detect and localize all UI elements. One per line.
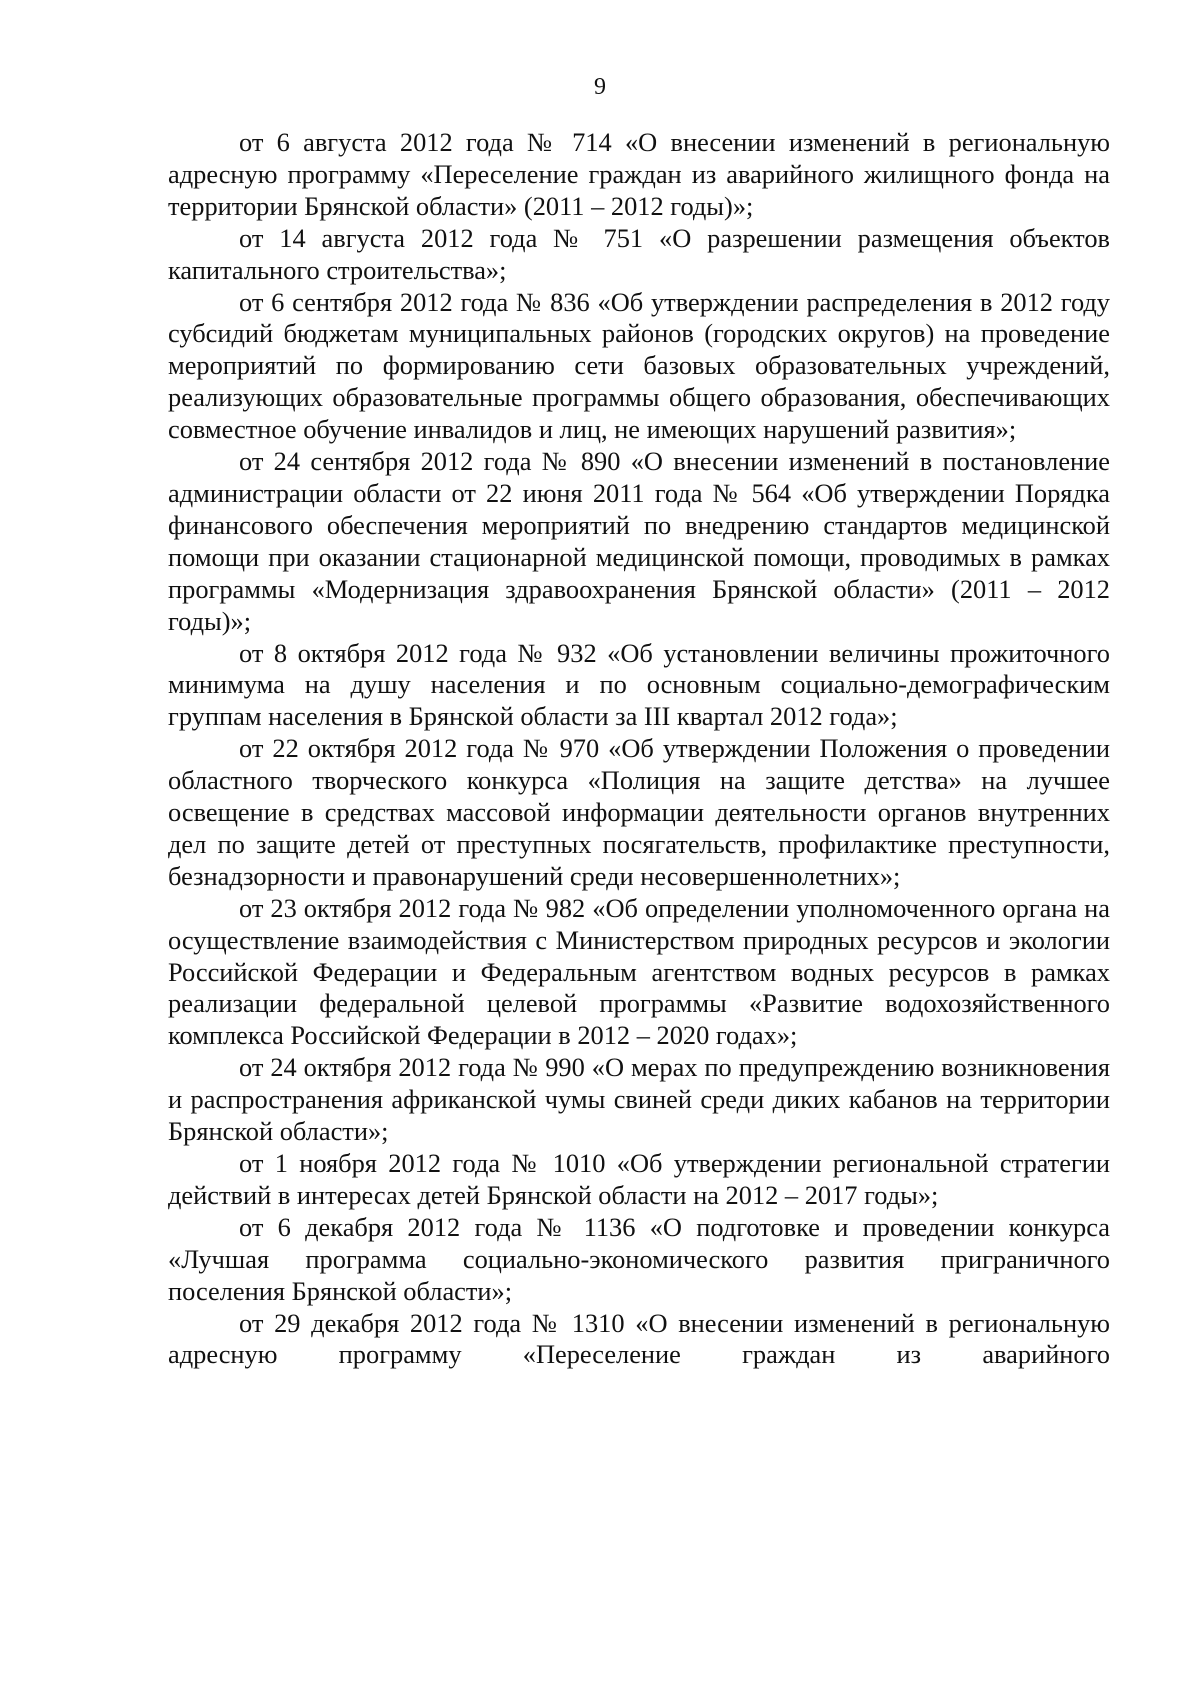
list-item: от 6 августа 2012 года № 714 «О внесении изменений в региональную адресную программу «Переселение граждан из аварийного жилищного фонда на территории Брянской области» (2011 – 2012 годы)»; (168, 127, 1110, 221)
list-item: от 6 сентября 2012 года № 836 «Об утверждении распределения в 2012 году субсидий бюджетам муниципальных районов (городских округов) на проведение мероприятий по формированию сети базовых образовательных учреждений, реализующих образовательные программы общего образования, обеспечивающих совместное обучение инвалидов и лиц, не имеющих нарушений развития»; (168, 286, 1110, 445)
page-number: 9 (594, 74, 606, 100)
list-item: от 24 октября 2012 года № 990 «О мерах по предупреждению возникновения и распространения африканской чумы свиней среди диких кабанов на территории Брянской области»; (168, 1052, 1110, 1147)
list-item: от 1 ноября 2012 года № 1010 «Об утверждении региональной стратегии действий в интересах детей Брянской области на 2012 – 2017 годы»; (168, 1148, 1110, 1210)
list-item: от 14 августа 2012 года № 751 «О разрешении размещения объектов капитального строительства»; (168, 222, 1110, 285)
list-item: от 8 октября 2012 года № 932 «Об установлении величины прожиточного минимума на душу населения и по основным социально-демографическим группам населения в Брянской области за III квартал 2012 года»; (168, 637, 1110, 732)
list-item: от 23 октября 2012 года № 982 «Об определении уполномоченного органа на осуществление взаимодействия с Министерством природных ресурсов и экологии Российской Федерации и Федеральным агентством водных ресурсов в рамках реализации федеральной целевой программы «Развитие водохозяйственного комплекса Российской Федерации в 2012 – 2020 годах»; (168, 892, 1110, 1051)
list-item: от 6 декабря 2012 года № 1136 «О подготовке и проведении конкурса «Лучшая программа социально-экономического развития приграничного поселения Брянской области»; (168, 1211, 1110, 1306)
list-item: от 24 сентября 2012 года № 890 «О внесении изменений в постановление администрации области от 22 июня 2011 года № 564 «Об утверждении Порядка финансового обеспечения мероприятий по внедрению стандартов медицинской помощи при оказании стационарной медицинской помощи, проводимых в рамках программы «Модернизация здравоохранения Брянской области» (2011 – 2012 годы)»; (168, 446, 1110, 636)
list-item: от 29 декабря 2012 года № 1310 «О внесении изменений в региональную адресную программу «Переселение граждан из аварийного (168, 1307, 1110, 1370)
document-body (168, 127, 1110, 1371)
list-item: от 22 октября 2012 года № 970 «Об утверждении Положения о проведении областного творческого конкурса «Полиция на защите детства» на лучшее освещение в средствах массовой информации деятельности органов внутренних дел по защите детей от преступных посягательств, профилактике преступности, безнадзорности и правонарушений среди несовершеннолетних»; (168, 733, 1110, 891)
